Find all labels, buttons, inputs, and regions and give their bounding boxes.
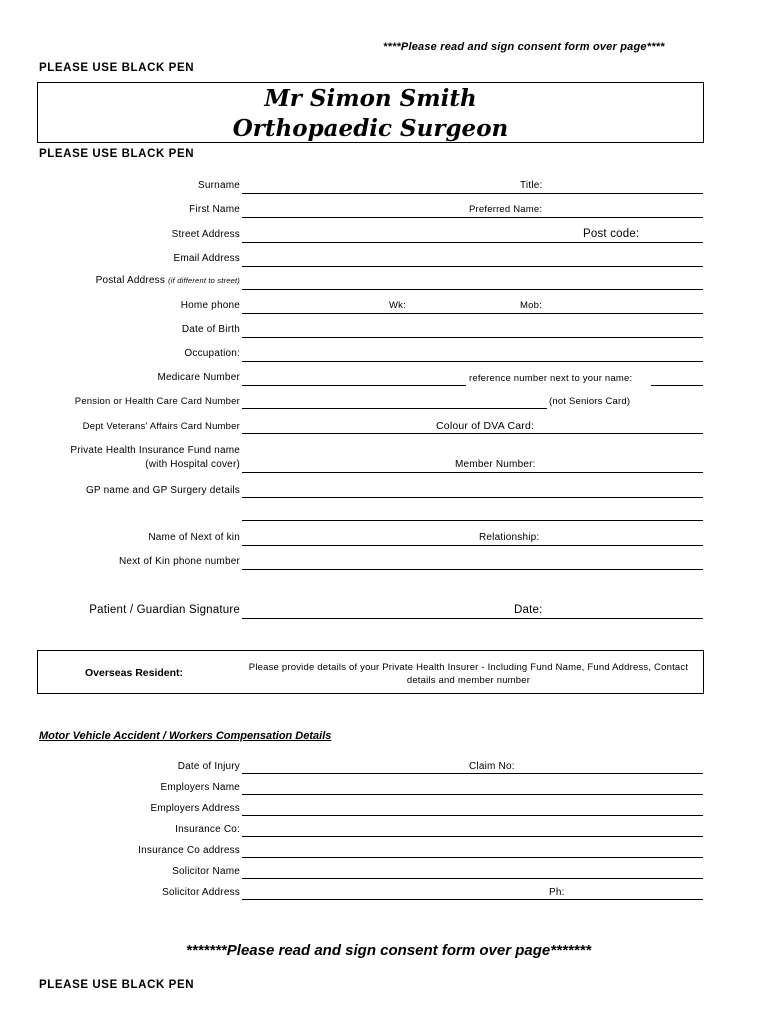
health-fund-field[interactable] [242,472,703,473]
surname-field[interactable] [242,193,703,194]
date-of-injury-label: Date of Injury [177,761,240,772]
occupation-label: Occupation: [184,348,240,359]
mobile-phone-label: Mob: [520,300,542,311]
insurance-co-field[interactable] [242,836,703,837]
header-box [37,82,704,143]
next-of-kin-label: Name of Next of kin [148,532,240,543]
reference-number-field[interactable] [651,385,703,386]
dva-colour-label: Colour of DVA Card: [436,420,535,432]
phone-field[interactable] [242,313,703,314]
overseas-resident-text: Please provide details of your Private Health Insurer - Including Fund Name, Fund Address, Contact details and member number [248,662,689,686]
email-label: Email Address [173,253,240,264]
consent-reminder-top: ****Please read and sign consent form over page**** [383,41,665,53]
insurance-co-address-label: Insurance Co address [138,845,240,856]
medicare-field[interactable] [242,385,466,386]
home-phone-label: Home phone [180,300,240,311]
dva-card-label: Dept Veterans' Affairs Card Number [82,421,240,432]
member-number-label: Member Number: [455,459,536,470]
surgeon-title: Orthopaedic Surgeon [232,115,509,142]
date-of-injury-field[interactable] [242,773,703,774]
pension-card-field[interactable] [242,408,547,409]
work-phone-label: Wk: [389,300,406,311]
street-address-field[interactable] [242,242,703,243]
insurance-co-label: Insurance Co: [175,824,240,835]
nok-phone-label: Next of Kin phone number [119,556,240,567]
signature-date-label: Date: [514,604,543,616]
gp-details-field-2[interactable] [242,520,703,521]
title-label: Title: [520,180,543,191]
mva-heading: Motor Vehicle Accident / Workers Compensation Details [39,730,332,742]
claim-no-label: Claim No: [469,761,515,772]
not-seniors-note: (not Seniors Card) [549,396,631,407]
street-address-label: Street Address [171,229,240,240]
preferred-name-label: Preferred Name: [469,204,543,215]
employers-address-label: Employers Address [150,803,240,814]
pension-card-label: Pension or Health Care Card Number [74,396,240,407]
signature-label: Patient / Guardian Signature [89,604,240,616]
surgeon-name: Mr Simon Smith [264,85,477,112]
employers-name-label: Employers Name [160,782,240,793]
consent-reminder-bottom: *******Please read and sign consent form over page******* [185,942,592,959]
health-fund-label-line1: Private Health Insurance Fund name [70,445,240,456]
pen-notice-top: PLEASE USE BLACK PEN [39,62,195,74]
solicitor-name-label: Solicitor Name [172,866,240,877]
surname-label: Surname [198,180,240,191]
solicitor-address-label: Solicitor Address [162,887,240,898]
signature-field[interactable] [242,618,703,619]
medicare-label: Medicare Number [157,372,240,383]
post-code-label: Post code: [583,228,640,240]
next-of-kin-field[interactable] [242,545,703,546]
overseas-resident-box [37,650,704,694]
relationship-label: Relationship: [479,532,540,543]
dob-label: Date of Birth [181,324,240,335]
employers-address-field[interactable] [242,815,703,816]
occupation-field[interactable] [242,361,703,362]
reference-number-label: reference number next to your name: [469,373,633,384]
solicitor-phone-label: Ph: [549,887,565,898]
nok-phone-field[interactable] [242,569,703,570]
gp-details-field-1[interactable] [242,497,703,498]
health-fund-label-line2: (with Hospital cover) [145,459,240,470]
dob-field[interactable] [242,337,703,338]
employers-name-field[interactable] [242,794,703,795]
dva-card-field[interactable] [242,433,703,434]
postal-address-label: Postal Address (if different to street) [95,275,240,286]
gp-details-label: GP name and GP Surgery details [85,485,240,496]
email-field[interactable] [242,266,703,267]
overseas-resident-label: Overseas Resident: [85,667,184,679]
pen-notice-bottom: PLEASE USE BLACK PEN [39,979,195,991]
postal-address-field[interactable] [242,289,703,290]
postal-note: (if different to street) [168,276,240,285]
pen-notice-mid: PLEASE USE BLACK PEN [39,148,195,160]
insurance-co-address-field[interactable] [242,857,703,858]
first-name-label: First Name [189,204,240,215]
solicitor-address-field[interactable] [242,899,703,900]
first-name-field[interactable] [242,217,703,218]
solicitor-name-field[interactable] [242,878,703,879]
